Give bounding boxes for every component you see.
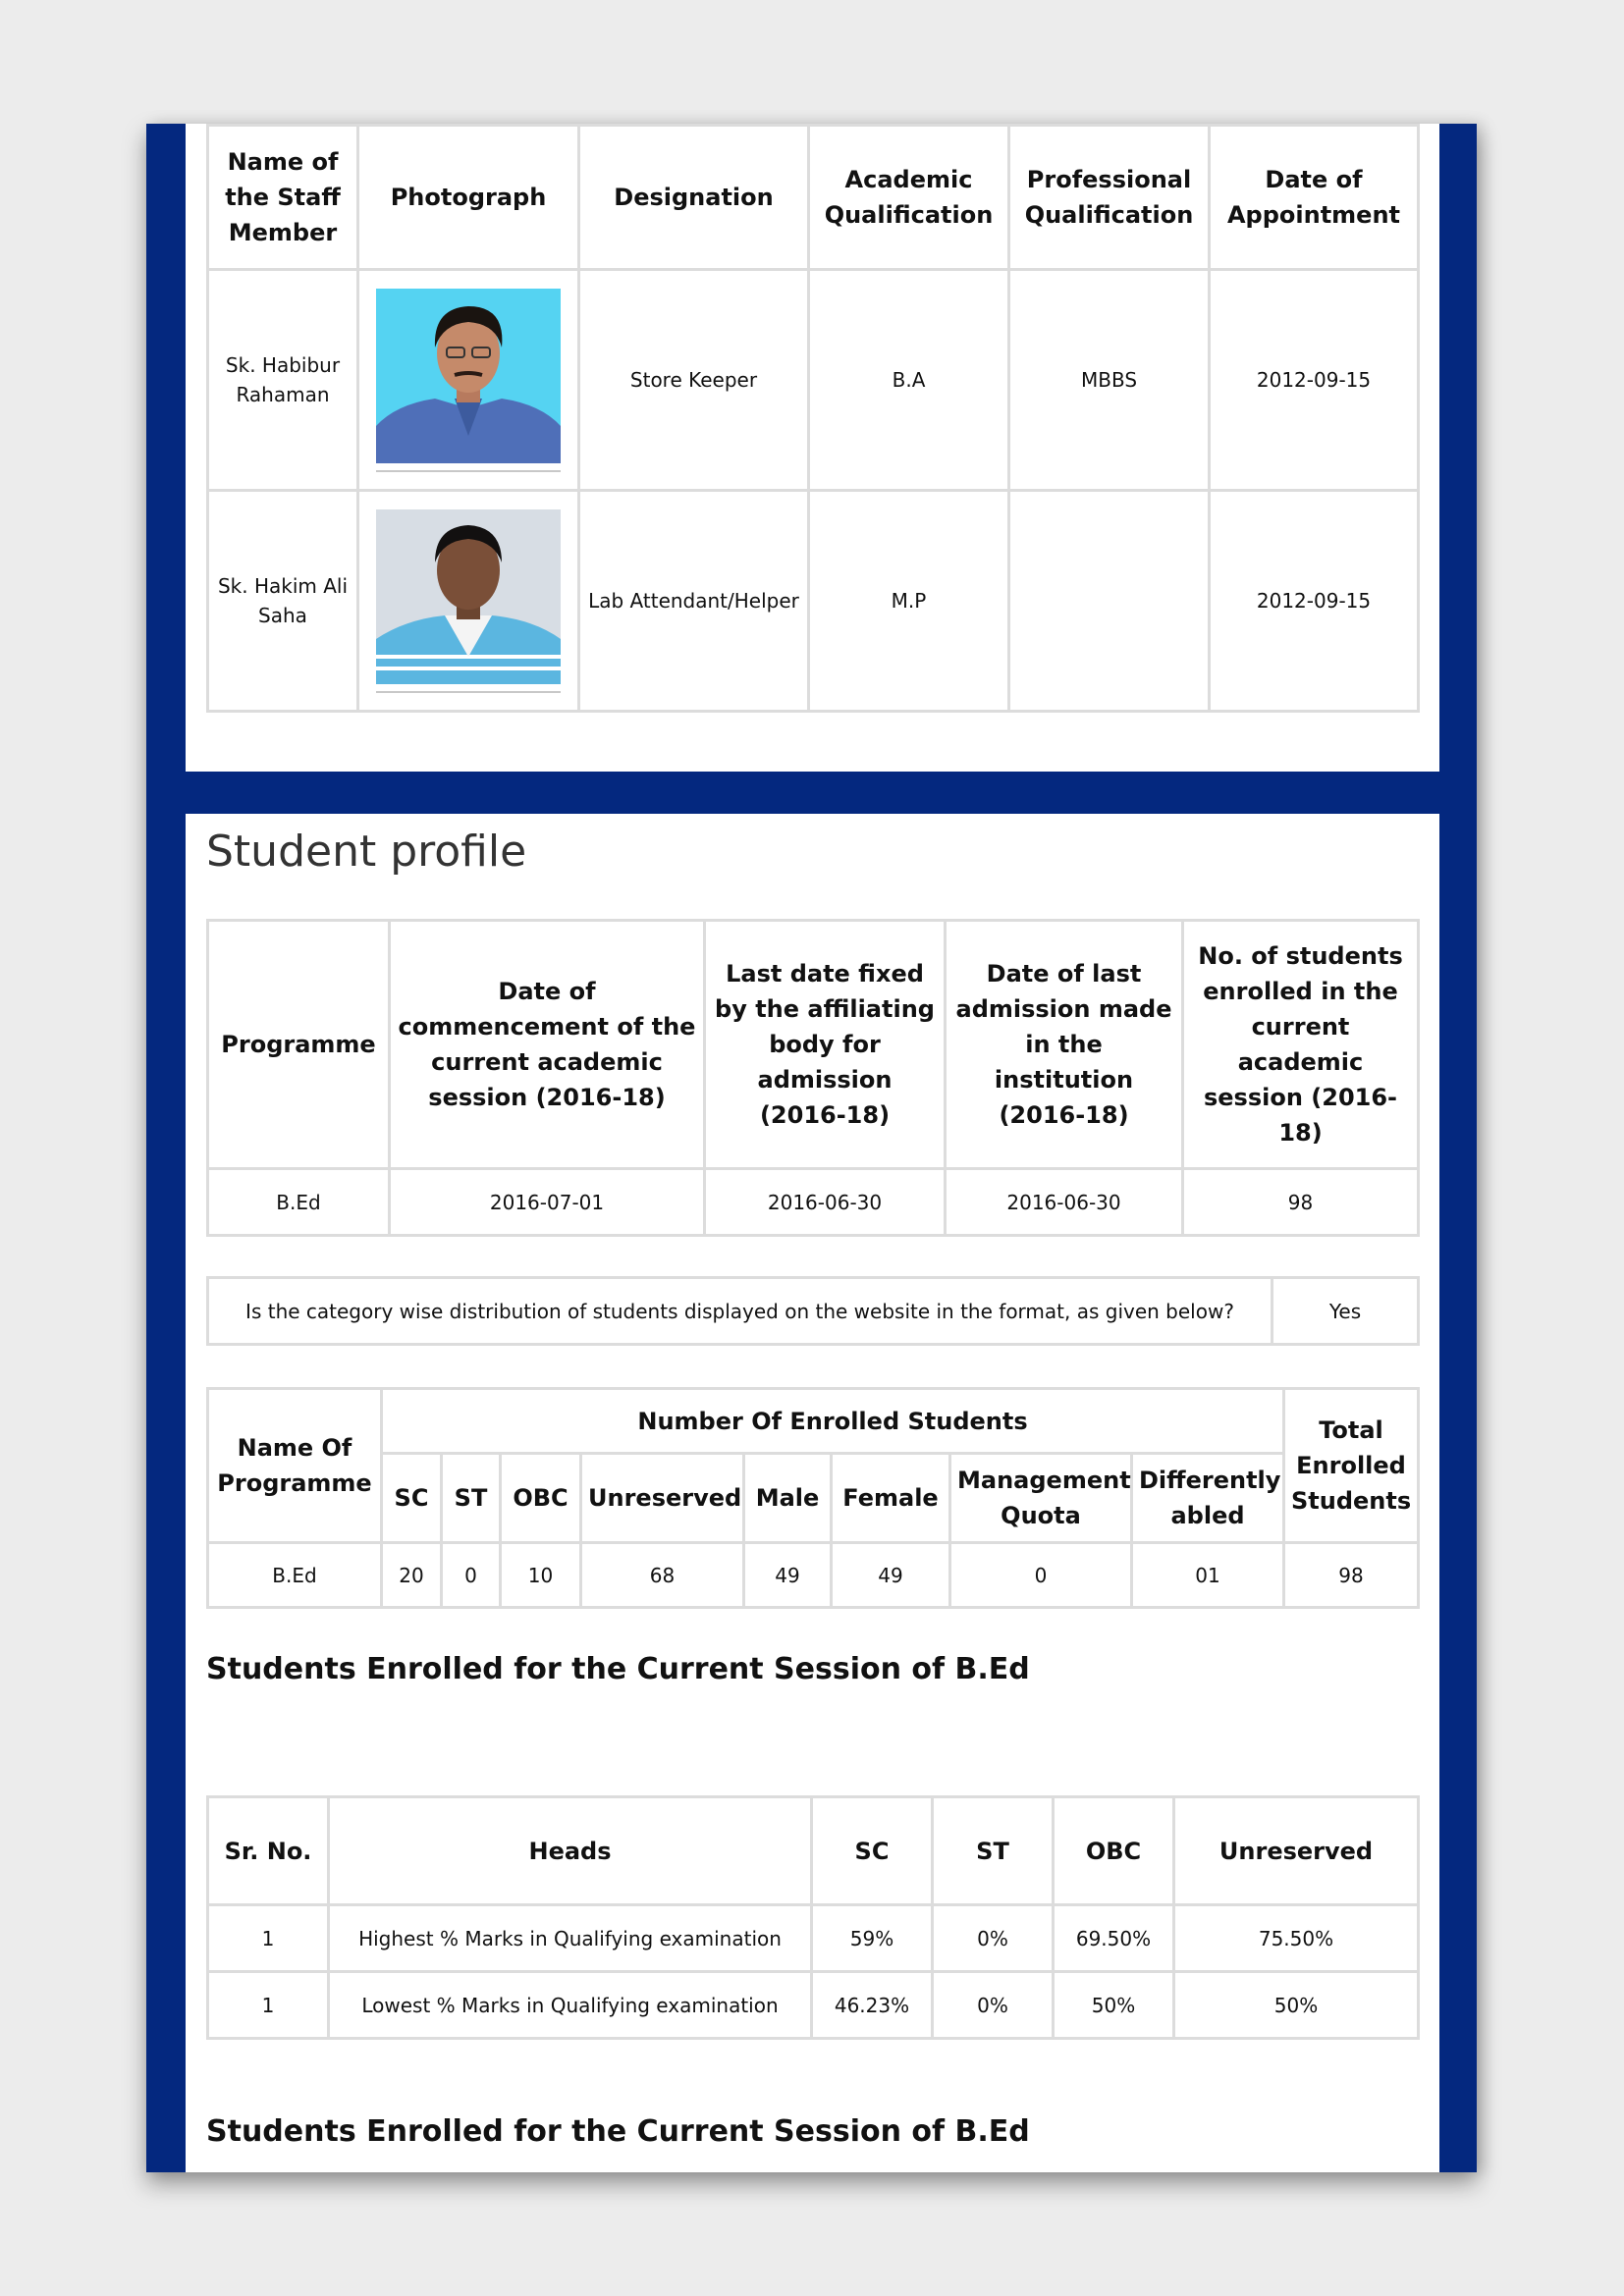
marks-sr: 1 [208,1972,329,2039]
enrollment-programme: B.Ed [208,1543,382,1608]
marks-head: Highest % Marks in Qualifying examination [329,1905,812,1972]
staff-photo-cell [358,270,579,491]
programme-header-commencement: Date of commencement of the current academic session (2016-18) [390,921,705,1169]
person-photo-icon [376,289,561,463]
marks-header-sc: SC [812,1797,933,1905]
commencement-cell: 2016-07-01 [390,1169,705,1236]
section-heading: Students Enrolled for the Current Session of B.Ed [206,1652,1030,1686]
staff-professional: MBBS [1009,270,1210,491]
marks-header-unreserved: Unreserved [1174,1797,1419,1905]
last-date-cell: 2016-06-30 [705,1169,946,1236]
person-photo-icon [376,509,561,684]
staff-header-academic: Academic Qualification [809,126,1009,270]
staff-header-row [208,126,1419,270]
staff-header-photo: Photograph [358,126,579,270]
students-count-cell: 98 [1183,1169,1419,1236]
programme-cell: B.Ed [208,1169,390,1236]
programme-header-last-date: Last date fixed by the affiliating body for admission (2016-18) [705,921,946,1169]
category-question-table [206,1276,1420,1346]
staff-name: Sk. Hakim Ali Saha [208,491,358,712]
enrollment-header-programme: Name Of Programme [208,1389,382,1543]
marks-unreserved: 75.50% [1174,1905,1419,1972]
enrollment-male: 49 [744,1543,832,1608]
marks-obc: 69.50% [1054,1905,1174,1972]
enrollment-table [206,1387,1420,1609]
marks-head: Lowest % Marks in Qualifying examination [329,1972,812,2039]
table-row [208,1169,1419,1236]
staff-designation: Store Keeper [579,270,809,491]
marks-sc: 59% [812,1905,933,1972]
programme-header-programme: Programme [208,921,390,1169]
programme-header-last-admission: Date of last admission made in the institution (2016-18) [946,921,1183,1169]
staff-photo [376,509,561,693]
enrollment-female: 49 [832,1543,950,1608]
marks-header-st: ST [933,1797,1054,1905]
enrollment-header-management: Management Quota [950,1454,1132,1543]
enrollment-header-obc: OBC [501,1454,581,1543]
enrollment-unreserved: 68 [581,1543,744,1608]
marks-header-obc: OBC [1054,1797,1174,1905]
staff-academic: M.P [809,491,1009,712]
programme-header-row [208,921,1419,1169]
enrollment-differently-abled: 01 [1132,1543,1284,1608]
staff-header-date: Date of Appointment [1210,126,1419,270]
staff-photo-cell [358,491,579,712]
category-question-text: Is the category wise distribution of students displayed on the website in the format, as given below? [208,1278,1272,1345]
enrollment-header-row [208,1389,1419,1454]
last-admission-cell: 2016-06-30 [946,1169,1183,1236]
marks-st: 0% [933,1972,1054,2039]
staff-table [206,124,1420,713]
marks-header-sr: Sr. No. [208,1797,329,1905]
staff-photo [376,289,561,472]
staff-header-name: Name of the Staff Member [208,126,358,270]
marks-header-heads: Heads [329,1797,812,1905]
table-row [208,491,1419,712]
enrollment-header-female: Female [832,1454,950,1543]
enrollment-obc: 10 [501,1543,581,1608]
enrollment-header-sc: SC [382,1454,442,1543]
staff-professional [1009,491,1210,712]
programme-table [206,919,1420,1237]
enrollment-header-st: ST [442,1454,501,1543]
enrollment-subheader-row [208,1454,1419,1543]
marks-obc: 50% [1054,1972,1174,2039]
staff-header-professional: Professional Qualification [1009,126,1210,270]
enrollment-sc: 20 [382,1543,442,1608]
enrollment-st: 0 [442,1543,501,1608]
table-row [208,270,1419,491]
enrollment-total: 98 [1284,1543,1419,1608]
enrollment-header-total: Total Enrolled Students [1284,1389,1419,1543]
marks-header-row [208,1797,1419,1905]
section-heading: Students Enrolled for the Current Session of B.Ed [206,2114,1030,2149]
staff-academic: B.A [809,270,1009,491]
enrollment-header-unreserved: Unreserved [581,1454,744,1543]
category-question-answer: Yes [1272,1278,1419,1345]
staff-date: 2012-09-15 [1210,270,1419,491]
staff-designation: Lab Attendant/Helper [579,491,809,712]
enrollment-header-group: Number Of Enrolled Students [382,1389,1284,1454]
table-row [208,1278,1419,1345]
marks-sc: 46.23% [812,1972,933,2039]
staff-date: 2012-09-15 [1210,491,1419,712]
enrollment-header-differently-abled: Differently abled [1132,1454,1284,1543]
table-row [208,1972,1419,2039]
staff-header-designation: Designation [579,126,809,270]
table-row [208,1905,1419,1972]
table-row [208,1543,1419,1608]
staff-name: Sk. Habibur Rahaman [208,270,358,491]
marks-st: 0% [933,1905,1054,1972]
marks-unreserved: 50% [1174,1972,1419,2039]
section-title: Student profile [206,827,527,877]
enrollment-management: 0 [950,1543,1132,1608]
marks-sr: 1 [208,1905,329,1972]
marks-table [206,1795,1420,2040]
enrollment-header-male: Male [744,1454,832,1543]
programme-header-students: No. of students enrolled in the current academic session (2016-18) [1183,921,1419,1169]
